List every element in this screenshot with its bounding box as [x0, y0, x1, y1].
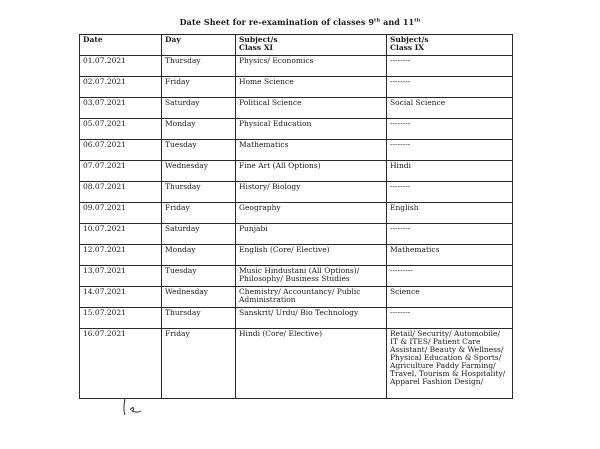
cell-date: 03.07.2021	[80, 98, 162, 119]
cell-class-xi: Geography	[236, 203, 387, 224]
date-sheet-table	[79, 34, 513, 399]
cell-class-xi: Fine Art (All Options)	[236, 161, 387, 182]
table-row	[80, 203, 513, 224]
table-row	[80, 245, 513, 266]
cell-class-ix: ---------	[387, 266, 513, 287]
cell-class-xi: Chemistry/ Accountancy/ Public Administration	[236, 287, 387, 308]
cell-date: 07.07.2021	[80, 161, 162, 182]
cell-day: Friday	[162, 203, 236, 224]
table-row	[80, 77, 513, 98]
cell-class-ix: --------	[387, 77, 513, 98]
cell-class-xi: Physical Education	[236, 119, 387, 140]
cell-class-ix: Social Science	[387, 98, 513, 119]
table-row	[80, 224, 513, 245]
table-row	[80, 56, 513, 77]
header-day: Day	[162, 35, 236, 56]
cell-class-xi: Music Hindustani (All Options)/ Philosophy/ Business Studies	[236, 266, 387, 287]
cell-class-ix: --------	[387, 182, 513, 203]
cell-class-xi: Sanskrit/ Urdu/ Bio Technology	[236, 308, 387, 329]
cell-class-ix: Hindi	[387, 161, 513, 182]
handwritten-signature	[120, 396, 144, 418]
cell-date: 06.07.2021	[80, 140, 162, 161]
table-row	[80, 329, 513, 399]
cell-day: Friday	[162, 77, 236, 98]
cell-class-ix: --------	[387, 56, 513, 77]
cell-day: Saturday	[162, 98, 236, 119]
cell-class-xi: Hindi (Core/ Elective)	[236, 329, 387, 399]
header-date: Date	[80, 35, 162, 56]
header-class-ix: Subject/s Class IX	[387, 35, 513, 56]
cell-day: Monday	[162, 245, 236, 266]
table-row	[80, 161, 513, 182]
cell-class-ix: Retail/ Security/ Automobile/ IT & ITES/ Patient Care Assistant/ Beauty & Wellness/ Physical Education & Sports/ Agriculture Paddy Farming/ Travel, Tourism & Hospitality/ Apparel Fashion Design/	[387, 329, 513, 399]
table-row	[80, 98, 513, 119]
header-class-xi: Subject/s Class XI	[236, 35, 387, 56]
cell-day: Thursday	[162, 182, 236, 203]
cell-class-xi: Home Science	[236, 77, 387, 98]
table-header-row	[80, 35, 513, 56]
cell-day: Monday	[162, 119, 236, 140]
table-row	[80, 140, 513, 161]
cell-day: Thursday	[162, 308, 236, 329]
cell-date: 02.07.2021	[80, 77, 162, 98]
cell-date: 13.07.2021	[80, 266, 162, 287]
cell-class-ix: --------	[387, 308, 513, 329]
cell-date: 09.07.2021	[80, 203, 162, 224]
cell-class-xi: Physics/ Economics	[236, 56, 387, 77]
cell-date: 01.07.2021	[80, 56, 162, 77]
cell-date: 14.07.2021	[80, 287, 162, 308]
cell-date: 05.07.2021	[80, 119, 162, 140]
cell-date: 15.07.2021	[80, 308, 162, 329]
cell-date: 08.07.2021	[80, 182, 162, 203]
cell-date: 10.07.2021	[80, 224, 162, 245]
table-row	[80, 119, 513, 140]
cell-date: 16.07.2021	[80, 329, 162, 399]
cell-day: Wednesday	[162, 161, 236, 182]
cell-class-xi: Mathematics	[236, 140, 387, 161]
cell-day: Friday	[162, 329, 236, 399]
table-row	[80, 266, 513, 287]
cell-class-ix: Mathematics	[387, 245, 513, 266]
cell-class-ix: Science	[387, 287, 513, 308]
cell-day: Wednesday	[162, 287, 236, 308]
cell-class-xi: Political Science	[236, 98, 387, 119]
table-row	[80, 308, 513, 329]
cell-class-xi: History/ Biology	[236, 182, 387, 203]
cell-class-xi: English (Core/ Elective)	[236, 245, 387, 266]
cell-class-ix: --------	[387, 224, 513, 245]
cell-class-xi: Punjabi	[236, 224, 387, 245]
cell-day: Tuesday	[162, 266, 236, 287]
table-row	[80, 287, 513, 308]
cell-day: Saturday	[162, 224, 236, 245]
cell-class-ix: English	[387, 203, 513, 224]
cell-day: Thursday	[162, 56, 236, 77]
cell-day: Tuesday	[162, 140, 236, 161]
cell-class-ix: --------	[387, 140, 513, 161]
table-row	[80, 182, 513, 203]
document-title: Date Sheet for re-examination of classes 9th and 11th	[179, 17, 421, 27]
cell-class-ix: --------	[387, 119, 513, 140]
cell-date: 12.07.2021	[80, 245, 162, 266]
